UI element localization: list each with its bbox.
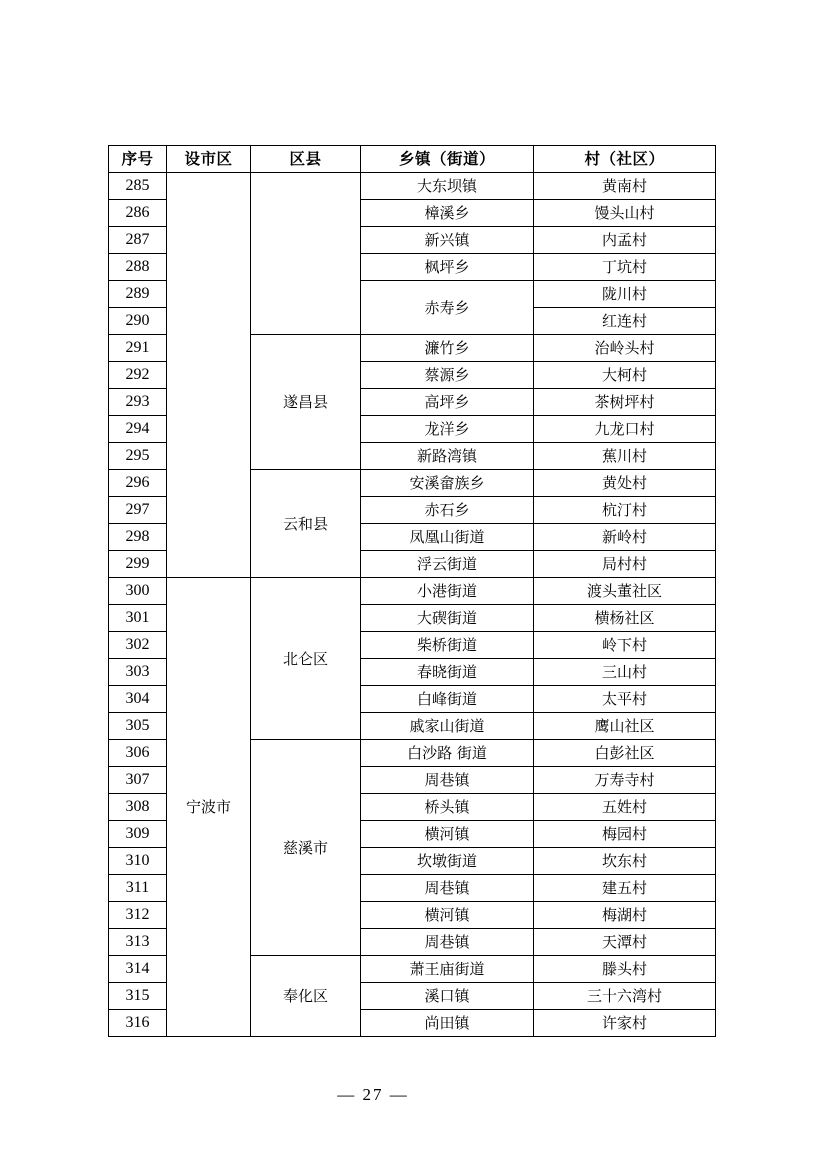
cell-town: 尚田镇 (361, 1010, 534, 1037)
cell-city (167, 173, 251, 578)
cell-town: 凤凰山街道 (361, 524, 534, 551)
registry-table (108, 145, 716, 1037)
cell-village: 天潭村 (534, 929, 716, 956)
cell-village: 大柯村 (534, 362, 716, 389)
cell-town: 安溪畲族乡 (361, 470, 534, 497)
column-header-seq: 序号 (109, 146, 167, 173)
cell-sequence-number: 299 (109, 551, 167, 578)
cell-village: 黄南村 (534, 173, 716, 200)
cell-town: 濂竹乡 (361, 335, 534, 362)
cell-sequence-number: 292 (109, 362, 167, 389)
cell-sequence-number: 286 (109, 200, 167, 227)
cell-village: 横杨社区 (534, 605, 716, 632)
cell-sequence-number: 297 (109, 497, 167, 524)
cell-county (251, 173, 361, 335)
cell-town: 柴桥街道 (361, 632, 534, 659)
cell-county: 慈溪市 (251, 740, 361, 956)
cell-sequence-number: 288 (109, 254, 167, 281)
cell-town: 樟溪乡 (361, 200, 534, 227)
cell-town: 高坪乡 (361, 389, 534, 416)
cell-village: 陇川村 (534, 281, 716, 308)
cell-town: 白峰街道 (361, 686, 534, 713)
cell-sequence-number: 305 (109, 713, 167, 740)
cell-village: 茶树坪村 (534, 389, 716, 416)
column-header-city: 设市区 (167, 146, 251, 173)
cell-sequence-number: 310 (109, 848, 167, 875)
cell-town: 小港街道 (361, 578, 534, 605)
cell-town: 周巷镇 (361, 929, 534, 956)
cell-village: 万寿寺村 (534, 767, 716, 794)
cell-town: 坎墩街道 (361, 848, 534, 875)
cell-town: 春晓街道 (361, 659, 534, 686)
cell-town: 新兴镇 (361, 227, 534, 254)
cell-village: 白彭社区 (534, 740, 716, 767)
cell-sequence-number: 295 (109, 443, 167, 470)
cell-town: 横河镇 (361, 902, 534, 929)
cell-village: 岭下村 (534, 632, 716, 659)
cell-village: 馒头山村 (534, 200, 716, 227)
cell-sequence-number: 311 (109, 875, 167, 902)
table-row (109, 578, 716, 605)
cell-village: 治岭头村 (534, 335, 716, 362)
cell-town: 蔡源乡 (361, 362, 534, 389)
cell-village: 坎东村 (534, 848, 716, 875)
cell-sequence-number: 309 (109, 821, 167, 848)
cell-village: 红连村 (534, 308, 716, 335)
table-row (109, 173, 716, 200)
cell-village: 三十六湾村 (534, 983, 716, 1010)
table-body (109, 173, 716, 1037)
cell-village: 杭汀村 (534, 497, 716, 524)
cell-village: 新岭村 (534, 524, 716, 551)
cell-sequence-number: 303 (109, 659, 167, 686)
cell-sequence-number: 296 (109, 470, 167, 497)
cell-village: 丁坑村 (534, 254, 716, 281)
cell-town: 新路湾镇 (361, 443, 534, 470)
cell-sequence-number: 291 (109, 335, 167, 362)
cell-sequence-number: 302 (109, 632, 167, 659)
table-header-row (109, 146, 716, 173)
cell-town: 溪口镇 (361, 983, 534, 1010)
cell-town: 赤寿乡 (361, 281, 534, 335)
cell-sequence-number: 290 (109, 308, 167, 335)
cell-town: 大碶街道 (361, 605, 534, 632)
cell-sequence-number: 307 (109, 767, 167, 794)
cell-county: 云和县 (251, 470, 361, 578)
cell-sequence-number: 304 (109, 686, 167, 713)
cell-town: 赤石乡 (361, 497, 534, 524)
cell-village: 太平村 (534, 686, 716, 713)
cell-sequence-number: 301 (109, 605, 167, 632)
cell-village: 许家村 (534, 1010, 716, 1037)
table-header (109, 146, 716, 173)
cell-sequence-number: 306 (109, 740, 167, 767)
cell-town: 浮云街道 (361, 551, 534, 578)
cell-town: 大东坝镇 (361, 173, 534, 200)
cell-village: 三山村 (534, 659, 716, 686)
cell-sequence-number: 285 (109, 173, 167, 200)
page-number: — 27 — (337, 1085, 409, 1104)
cell-sequence-number: 316 (109, 1010, 167, 1037)
cell-village: 黄处村 (534, 470, 716, 497)
cell-village: 梅湖村 (534, 902, 716, 929)
column-header-village: 村（社区） (534, 146, 716, 173)
cell-sequence-number: 300 (109, 578, 167, 605)
cell-village: 蕉川村 (534, 443, 716, 470)
cell-town: 龙洋乡 (361, 416, 534, 443)
cell-county: 奉化区 (251, 956, 361, 1037)
cell-sequence-number: 298 (109, 524, 167, 551)
cell-sequence-number: 289 (109, 281, 167, 308)
cell-town: 白沙路 街道 (361, 740, 534, 767)
cell-village: 梅园村 (534, 821, 716, 848)
cell-sequence-number: 313 (109, 929, 167, 956)
cell-sequence-number: 315 (109, 983, 167, 1010)
registry-table-container (108, 145, 715, 1037)
cell-town: 横河镇 (361, 821, 534, 848)
cell-town: 周巷镇 (361, 767, 534, 794)
cell-sequence-number: 293 (109, 389, 167, 416)
cell-sequence-number: 308 (109, 794, 167, 821)
cell-sequence-number: 314 (109, 956, 167, 983)
cell-town: 戚家山街道 (361, 713, 534, 740)
cell-sequence-number: 312 (109, 902, 167, 929)
column-header-town: 乡镇（街道） (361, 146, 534, 173)
cell-town: 桥头镇 (361, 794, 534, 821)
cell-village: 五姓村 (534, 794, 716, 821)
cell-town: 周巷镇 (361, 875, 534, 902)
cell-village: 滕头村 (534, 956, 716, 983)
cell-sequence-number: 294 (109, 416, 167, 443)
cell-city: 宁波市 (167, 578, 251, 1037)
cell-village: 内孟村 (534, 227, 716, 254)
column-header-county: 区县 (251, 146, 361, 173)
cell-county: 北仑区 (251, 578, 361, 740)
cell-sequence-number: 287 (109, 227, 167, 254)
cell-village: 局村村 (534, 551, 716, 578)
cell-county: 遂昌县 (251, 335, 361, 470)
cell-village: 九龙口村 (534, 416, 716, 443)
cell-village: 鹰山社区 (534, 713, 716, 740)
cell-village: 建五村 (534, 875, 716, 902)
cell-town: 萧王庙街道 (361, 956, 534, 983)
cell-town: 枫坪乡 (361, 254, 534, 281)
cell-village: 渡头董社区 (534, 578, 716, 605)
